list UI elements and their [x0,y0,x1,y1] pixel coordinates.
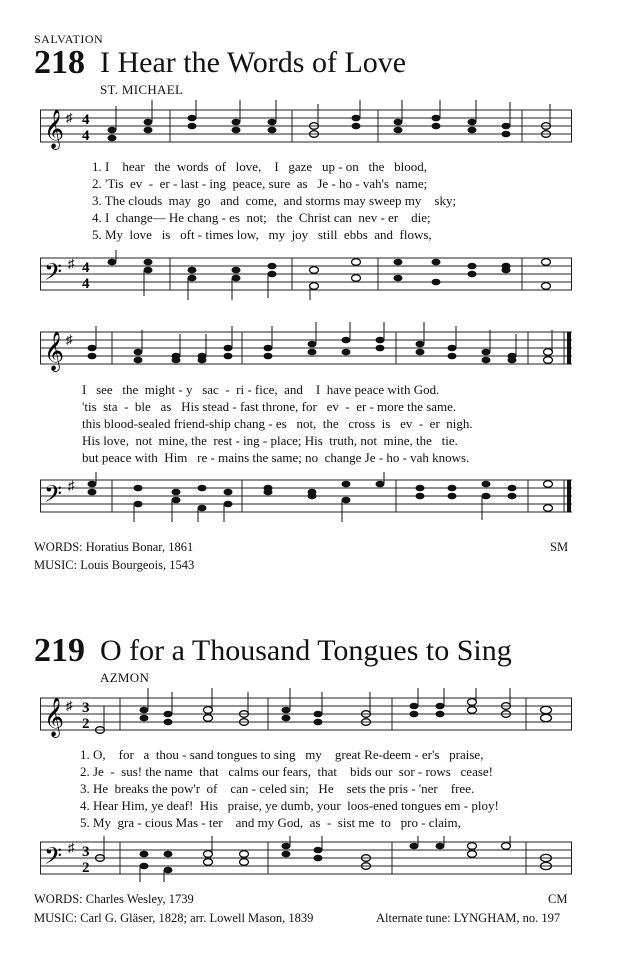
meter: SM [550,540,569,554]
hymn-title: O for a Thousand Tongues to Sing [100,634,512,667]
treble-staff [40,322,572,372]
lyric-line: His love, not mine, the rest - ing - place; His truth, not mine, the tie. [82,433,458,448]
meter: CM [548,892,568,906]
svg-text:2: 2 [82,716,90,732]
lyric-line: 4. Hear Him, ye deaf! His praise, ye dumb, your loos-ened tongues em - ploy! [80,798,499,813]
svg-text:3: 3 [82,844,90,860]
svg-text:𝄞: 𝄞 [44,109,65,149]
lyric-line: 5. My gra - cious Mas - ter and my God, as - sist me to pro - claim, [80,815,461,830]
svg-text:♯: ♯ [68,256,75,271]
svg-text:♯: ♯ [68,840,75,855]
lyric-line: 'tis sta - ble as His stead - fast throne, for ev - er - more the same. [82,399,457,414]
hymn-number: 219 [34,632,85,669]
lyric-line: 1. I hear the words of love, I gaze up - on the blood, [92,159,428,174]
bass-staff [40,472,572,522]
words-credit: WORDS: Charles Wesley, 1739 [34,892,194,906]
lyric-line: this blood-sealed friend-ship chang - es not, the cross is ev - er nigh. [82,416,473,431]
treble-staff [40,688,572,738]
music-credit: MUSIC: Louis Bourgeois, 1543 [34,558,195,572]
lyric-line: I see the might - y sac - ri - fice, and I have peace with God. [82,382,440,397]
lyric-line: 2. Je - sus! the name that calms our fears, that bids our sor - rows cease! [80,764,493,779]
svg-text:4: 4 [82,260,90,276]
bass-staff [40,250,572,300]
svg-text:𝄢: 𝄢 [44,258,63,291]
tune-name: AZMON [100,670,150,685]
svg-text:4: 4 [82,276,90,292]
svg-text:2: 2 [82,860,90,876]
svg-text:♯: ♯ [66,110,73,125]
lyric-line: but peace with Him re - mains the same; no change Je - ho - vah knows. [82,450,470,465]
svg-text:4: 4 [82,128,90,144]
svg-text:𝄞: 𝄞 [44,331,65,371]
treble-staff [40,100,572,150]
lyric-line: 1. O, for a thou - sand tongues to sing my great Re-deem - er's praise, [80,747,484,762]
svg-text:4: 4 [82,112,90,128]
lyric-line: 3. The clouds may go and come, and storms may sweep my sky; [92,193,457,208]
lyric-line: 2. 'Tis ev - er - last - ing peace, sure as Je - ho - vah's name; [92,176,428,191]
bass-staff [40,836,572,882]
section-label: SALVATION [34,32,104,46]
lyric-line: 4. I change— He chang - es not; the Christ can nev - er die; [92,210,431,225]
music-credit: MUSIC: Carl G. Gläser, 1828; arr. Lowell Mason, 1839 [34,911,314,925]
svg-text:𝄢: 𝄢 [44,842,63,875]
alternate-tune: Alternate tune: LYNGHAM, no. 197 [376,911,561,925]
words-credit: WORDS: Horatius Bonar, 1861 [34,540,194,554]
hymn-title: I Hear the Words of Love [100,46,407,79]
svg-text:♯: ♯ [66,332,73,347]
hymn-number: 218 [34,44,85,81]
svg-text:♯: ♯ [68,478,75,493]
svg-text:3: 3 [82,700,90,716]
svg-text:♯: ♯ [66,698,73,713]
lyric-line: 3. He breaks the pow'r of can - celed sin; He sets the pris - 'ner free. [80,781,475,796]
svg-text:𝄞: 𝄞 [44,697,65,737]
lyric-line: 5. My love is oft - times low, my joy still ebbs and flows, [92,227,432,242]
svg-text:𝄢: 𝄢 [44,480,63,513]
tune-name: ST. MICHAEL [100,82,184,97]
